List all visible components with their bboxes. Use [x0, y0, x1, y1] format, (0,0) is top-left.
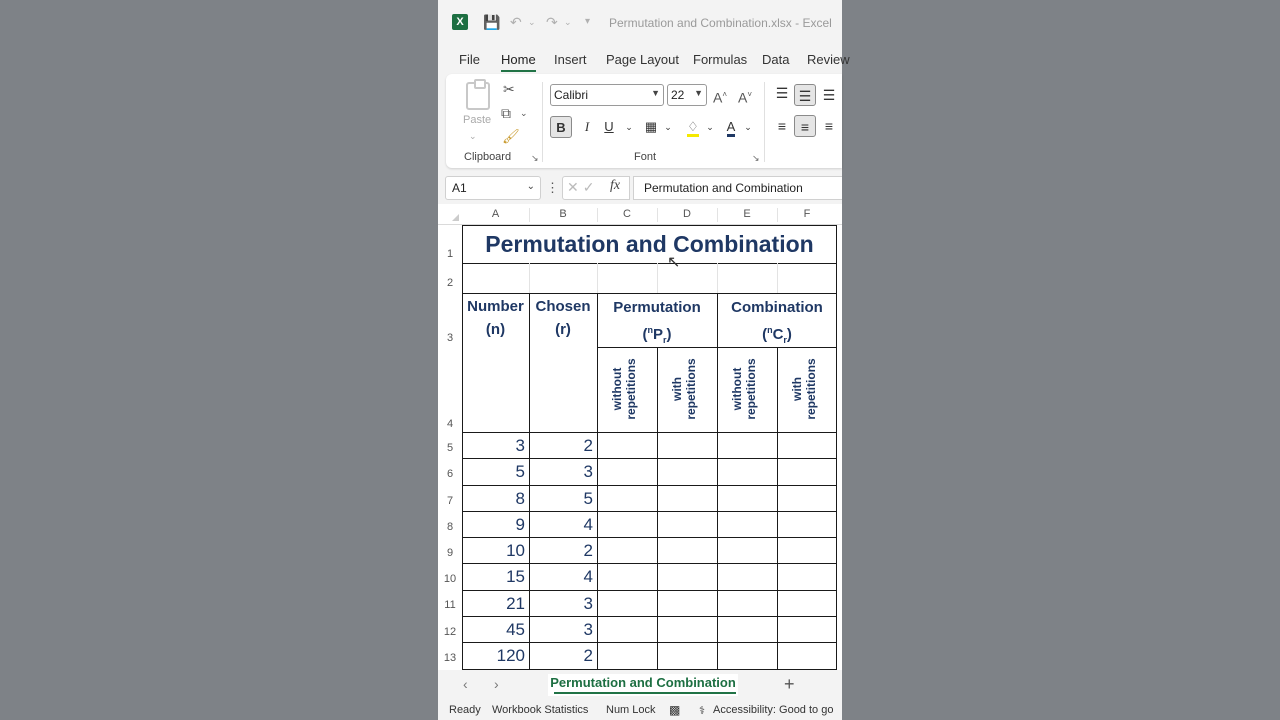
row-header-3[interactable]: 3 [446, 332, 454, 344]
column-header-row [438, 204, 842, 225]
tab-review[interactable]: Review [807, 52, 850, 67]
align-left-icon[interactable]: ≡ [777, 118, 787, 134]
workbook-statistics-button[interactable]: Workbook Statistics [492, 704, 589, 716]
sheet-title[interactable]: Permutation and Combination [485, 231, 814, 257]
active-sheet-indicator [554, 692, 736, 694]
cell-r[interactable]: 3 [583, 620, 593, 639]
header-combination-notation: $(^nC_r)$ [762, 325, 792, 345]
permutation-superscript: n [647, 325, 653, 335]
underline-button[interactable]: U [604, 119, 614, 134]
row-header-8[interactable]: 8 [446, 521, 454, 533]
more-options-icon[interactable]: ⋮ [546, 180, 559, 195]
name-box-value: A1 [452, 181, 467, 195]
cell-r[interactable]: 5 [583, 489, 593, 508]
excel-window [438, 0, 850, 720]
column-header-a[interactable]: A [491, 208, 500, 220]
cut-icon[interactable]: ✂ [503, 81, 515, 97]
cell-n[interactable]: 120 [496, 646, 525, 665]
group-separator [542, 82, 543, 162]
previous-sheet-icon[interactable]: ‹ [463, 676, 468, 692]
accessibility-status[interactable]: Accessibility: Good to go [713, 704, 834, 716]
header-comb-with[interactable] [790, 349, 824, 429]
insert-function-icon[interactable]: fx [610, 178, 621, 193]
header-chosen-sub: (r) [555, 321, 571, 338]
font-size-select[interactable] [667, 84, 707, 106]
comb-with-line2: repetitions [804, 358, 818, 420]
cell-n[interactable]: 21 [506, 594, 525, 613]
spreadsheet-grid[interactable] [438, 204, 842, 670]
cell-n[interactable]: 8 [515, 489, 525, 508]
redo-dropdown-icon[interactable]: ⌄ [564, 17, 572, 27]
header-chosen-label: Chosen [535, 298, 591, 315]
perm-with-line1: with [670, 377, 684, 401]
permutation-subscript: r [663, 335, 667, 345]
italic-button[interactable]: I [584, 119, 590, 134]
align-middle-icon[interactable]: ☰ [794, 84, 816, 106]
table-border [777, 347, 778, 670]
copy-icon[interactable]: ⧉ [501, 105, 511, 121]
redo-icon[interactable]: ↷ [546, 14, 558, 30]
num-lock-status: Num Lock [606, 704, 656, 716]
cell-n[interactable]: 5 [515, 462, 525, 481]
font-color-icon[interactable]: A [720, 116, 742, 138]
row-header-5[interactable]: 5 [446, 442, 454, 454]
header-perm-with[interactable] [670, 349, 704, 429]
accessibility-icon[interactable]: ⚕ [699, 705, 705, 717]
clipboard-group-label: Clipboard [464, 151, 512, 163]
column-header-e[interactable]: E [743, 208, 751, 220]
gridline [777, 263, 778, 293]
font-size-value: 22 [671, 88, 685, 102]
row-header-9[interactable]: 9 [446, 547, 454, 559]
header-permutation-label: Permutation [613, 299, 701, 316]
row-header-4[interactable]: 4 [446, 418, 454, 430]
bold-button[interactable]: B [550, 116, 572, 138]
borders-dropdown-icon[interactable]: ⌄ [664, 122, 672, 132]
perm-without-line1: without [610, 367, 624, 411]
cell-n[interactable]: 15 [506, 567, 525, 586]
tab-insert[interactable]: Insert [554, 52, 587, 67]
ribbon [446, 74, 842, 168]
copy-dropdown-icon[interactable]: ⌄ [520, 108, 528, 118]
paste-label[interactable]: Paste [463, 114, 492, 126]
sheet-tab-active[interactable]: Permutation and Combination [548, 674, 738, 696]
tab-file[interactable]: File [459, 52, 480, 67]
row-header-2[interactable]: 2 [446, 277, 454, 289]
decrease-font-size-icon[interactable]: A˅ [738, 89, 753, 106]
customize-toolbar-icon[interactable]: ▾ [585, 16, 591, 27]
enter-icon[interactable]: ✓ [582, 179, 599, 195]
perm-without-line2: repetitions [624, 358, 638, 420]
mouse-cursor-icon: ↖ [667, 254, 681, 271]
save-icon[interactable]: 💾 [483, 14, 501, 30]
cell-r[interactable]: 4 [583, 567, 593, 586]
table-border [836, 225, 837, 670]
excel-logo-icon: X [452, 14, 468, 30]
row-header-6[interactable]: 6 [446, 468, 454, 480]
column-header-b[interactable]: B [559, 208, 567, 220]
cell-r[interactable]: 2 [583, 541, 593, 560]
tab-home[interactable]: Home [501, 52, 536, 67]
sheet-tab-bar [438, 670, 842, 700]
cell-n[interactable]: 3 [515, 436, 525, 455]
file-name: Permutation and Combination.xlsx [609, 16, 792, 30]
combination-superscript: n [767, 325, 773, 335]
gridline [657, 263, 658, 293]
chevron-down-icon: ⌄ [526, 181, 535, 192]
header-comb-without[interactable] [730, 349, 764, 429]
ribbon-tabs [438, 46, 850, 74]
font-launcher-icon[interactable]: ↘ [752, 153, 760, 163]
row-header-10[interactable]: 10 [443, 573, 457, 585]
clipboard-launcher-icon[interactable]: ↘ [531, 153, 539, 163]
align-right-icon[interactable]: ≡ [824, 118, 834, 134]
status-bar [438, 700, 842, 720]
cell-r[interactable]: 3 [583, 594, 593, 613]
title-bar [438, 0, 842, 46]
increase-font-size-icon[interactable]: A˄ [713, 89, 728, 106]
comb-without-line1: without [730, 367, 744, 411]
select-all-icon[interactable] [452, 214, 459, 221]
row-header-1[interactable]: 1 [446, 248, 454, 260]
cell-r[interactable]: 4 [583, 515, 593, 534]
column-header-d[interactable]: D [683, 208, 691, 220]
cell-r[interactable]: 2 [583, 646, 593, 665]
font-name-select[interactable] [550, 84, 664, 106]
next-sheet-icon[interactable]: › [494, 676, 499, 692]
gridline [597, 263, 598, 293]
header-number[interactable] [462, 295, 529, 341]
table-border [462, 293, 837, 294]
header-number-label: Number [467, 298, 524, 315]
group-separator [764, 82, 765, 162]
cell-n[interactable]: 10 [506, 541, 525, 560]
active-tab-indicator [501, 70, 536, 72]
cell-n[interactable]: 45 [506, 620, 525, 639]
header-combination-label: Combination [731, 299, 823, 316]
table-border [462, 263, 837, 264]
column-header-f[interactable]: F [803, 208, 811, 220]
chevron-down-icon: ▼ [694, 88, 703, 98]
row-header-7[interactable]: 7 [446, 495, 454, 507]
header-perm-without[interactable] [610, 349, 644, 429]
ribbon-area [438, 74, 842, 172]
format-painter-icon[interactable]: 🖌 [502, 128, 520, 144]
macro-recording-icon[interactable]: ▩ [669, 703, 681, 717]
status-ready: Ready [449, 704, 481, 716]
align-center-icon[interactable]: ≡ [794, 115, 816, 137]
paste-icon[interactable] [466, 82, 490, 110]
paste-dropdown-icon[interactable]: ⌄ [469, 131, 477, 141]
align-bottom-icon[interactable]: ☰ [822, 87, 836, 103]
cell-r[interactable]: 2 [583, 436, 593, 455]
combination-subscript: r [783, 335, 787, 345]
formula-input[interactable]: Permutation and Combination [633, 176, 842, 200]
underline-dropdown-icon[interactable]: ⌄ [625, 122, 633, 132]
table-border [657, 347, 658, 670]
cell-n[interactable]: 9 [515, 515, 525, 534]
comb-without-line2: repetitions [744, 358, 758, 420]
row-header-12[interactable]: 12 [443, 626, 457, 638]
tab-data[interactable]: Data [762, 52, 790, 67]
row-header-13[interactable]: 13 [443, 652, 457, 664]
header-permutation[interactable] [597, 296, 717, 352]
column-header-c[interactable]: C [623, 208, 631, 220]
header-permutation-notation: $(^nP_r)$ [642, 325, 672, 345]
tab-formulas[interactable]: Formulas [693, 52, 748, 67]
header-chosen[interactable] [529, 295, 597, 341]
combination-base: C [772, 326, 784, 343]
perm-with-line2: repetitions [684, 358, 698, 420]
add-sheet-button[interactable]: + [784, 674, 795, 694]
undo-icon[interactable]: ↶ [510, 14, 522, 30]
row-header-11[interactable]: 11 [444, 599, 456, 611]
cancel-icon[interactable]: ✕ [567, 179, 583, 195]
permutation-base: P [652, 326, 663, 343]
fill-color-icon[interactable]: ♢ [682, 116, 704, 138]
app-name: Excel [802, 16, 832, 30]
align-top-icon[interactable]: ☰ [775, 85, 789, 101]
formula-bar [438, 172, 842, 204]
gridline [529, 263, 530, 293]
header-number-sub: (n) [485, 321, 506, 338]
font-group-label: Font [634, 151, 657, 163]
title-separator: - [795, 16, 800, 30]
comb-with-line1: with [790, 377, 804, 401]
tab-page-layout[interactable]: Page Layout [606, 52, 680, 67]
header-combination[interactable] [717, 296, 837, 352]
font-name-value: Calibri [554, 88, 589, 102]
name-box[interactable] [445, 176, 541, 200]
undo-dropdown-icon[interactable]: ⌄ [528, 17, 536, 27]
borders-icon[interactable]: ▦ [644, 119, 658, 134]
font-color-dropdown-icon[interactable]: ⌄ [744, 122, 752, 132]
chevron-down-icon: ▼ [651, 88, 660, 98]
cell-r[interactable]: 3 [583, 462, 593, 481]
gridline [717, 263, 718, 293]
fill-color-dropdown-icon[interactable]: ⌄ [706, 122, 714, 132]
window-title [609, 16, 832, 30]
